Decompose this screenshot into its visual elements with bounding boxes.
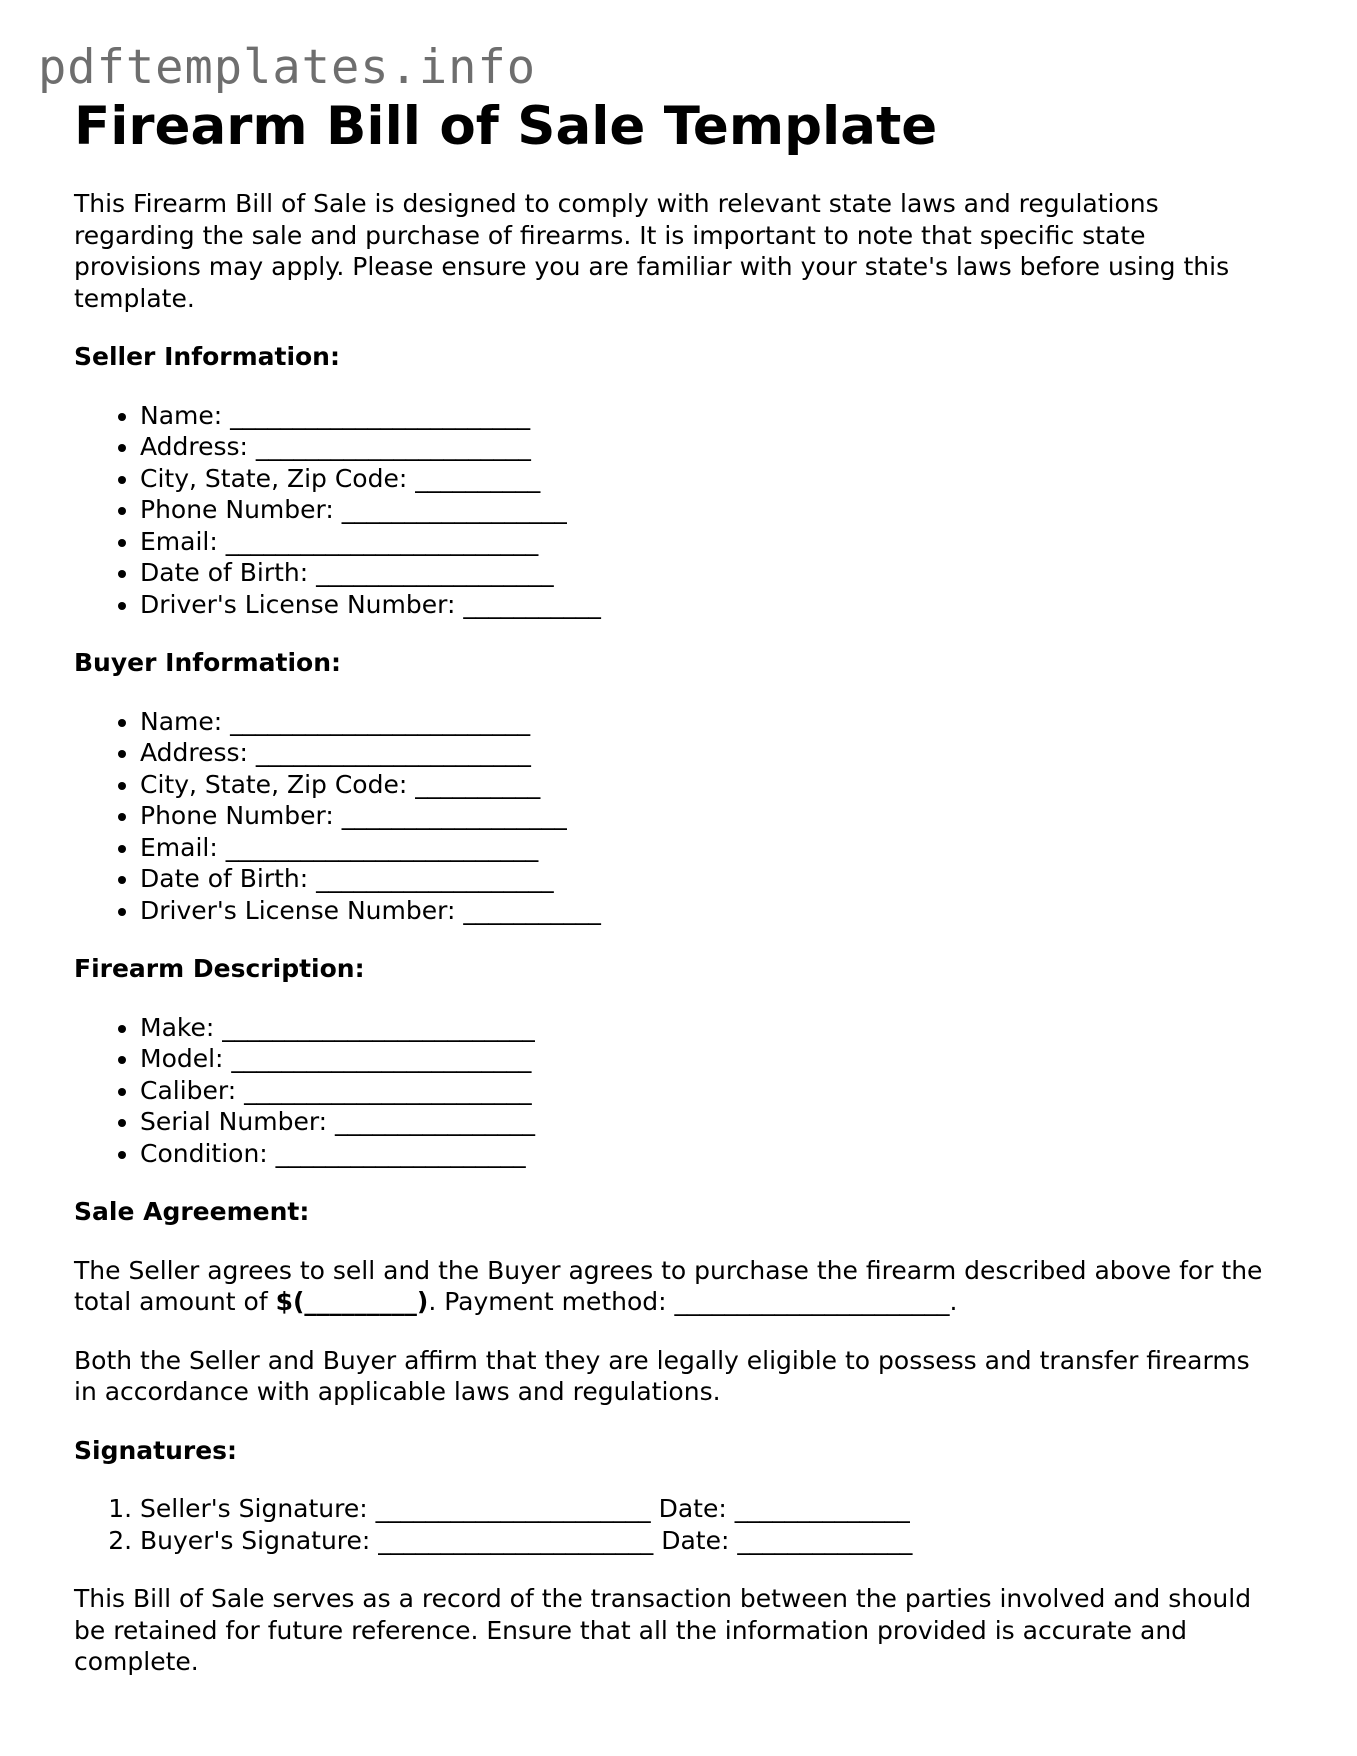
seller-address-field: • Address: ______________________ xyxy=(140,431,1274,463)
signatures-heading: Signatures: xyxy=(74,1435,238,1465)
buyer-address-field: • Address: ______________________ xyxy=(140,737,1274,769)
firearm-caliber-field: • Caliber: _______________________ xyxy=(140,1075,1274,1107)
amount-blank: $(_________) xyxy=(275,1287,429,1316)
seller-name-field: • Name: ________________________ xyxy=(140,400,1274,432)
buyer-phone-field: • Phone Number: __________________ xyxy=(140,800,1274,832)
buyer-field-list xyxy=(74,706,1274,927)
buyer-dob-field: • Date of Birth: ___________________ xyxy=(140,863,1274,895)
intro-paragraph: This Firearm Bill of Sale is designed to comply with relevant state laws and regulations regarding the sale and purchase of firearms. It is important to note that specific state provisions may apply. Please ensure you are familiar with your state's laws before using this template. xyxy=(74,189,1230,313)
watermark-text: pdftemplates.info xyxy=(38,40,537,95)
seller-city-state-zip-field: • City, State, Zip Code: __________ xyxy=(140,463,1274,495)
agreement-text-after: . Payment method: ______________________. xyxy=(428,1287,958,1316)
seller-email-field: • Email: _________________________ xyxy=(140,526,1274,558)
seller-license-field: • Driver's License Number: ___________ xyxy=(140,589,1274,621)
firearm-heading: Firearm Description: xyxy=(74,954,365,983)
seller-phone-field: • Phone Number: __________________ xyxy=(140,494,1274,526)
buyer-license-field: • Driver's License Number: ___________ xyxy=(140,895,1274,927)
document-body xyxy=(74,90,1274,1678)
firearm-condition-field: • Condition: ____________________ xyxy=(140,1138,1274,1170)
seller-heading: Seller Information: xyxy=(74,342,340,371)
affirmation-paragraph: Both the Seller and Buyer affirm that they are legally eligible to possess and transfer firearms in accordance with applicable laws and regulations. xyxy=(74,1345,1250,1406)
buyer-name-field: • Name: ________________________ xyxy=(140,706,1274,738)
buyer-signature-line: 2. Buyer's Signature: ______________________ Date: ______________ xyxy=(140,1525,1274,1557)
firearm-field-list xyxy=(74,1012,1274,1170)
agreement-text-before: The Seller agrees to sell and the Buyer agrees to purchase the firearm described above for the total amount of xyxy=(74,1255,1263,1316)
agreement-paragraph xyxy=(74,1255,1274,1318)
firearm-make-field: • Make: _________________________ xyxy=(140,1012,1274,1044)
seller-dob-field: • Date of Birth: ___________________ xyxy=(140,557,1274,589)
buyer-heading: Buyer Information: xyxy=(74,648,342,677)
agreement-heading: Sale Agreement: xyxy=(74,1197,310,1226)
closing-paragraph: This Bill of Sale serves as a record of the transaction between the parties involved and should be retained for future reference. Ensure that all the information provided is accurate and complete. xyxy=(74,1584,1252,1676)
document-title: Firearm Bill of Sale Template xyxy=(74,96,938,157)
seller-field-list xyxy=(74,400,1274,621)
buyer-email-field: • Email: _________________________ xyxy=(140,832,1274,864)
buyer-city-state-zip-field: • City, State, Zip Code: __________ xyxy=(140,769,1274,801)
firearm-model-field: • Model: ________________________ xyxy=(140,1043,1274,1075)
firearm-serial-field: • Serial Number: ________________ xyxy=(140,1106,1274,1138)
seller-signature-line: 1. Seller's Signature: ______________________ Date: ______________ xyxy=(140,1493,1274,1525)
signature-list xyxy=(74,1493,1274,1556)
